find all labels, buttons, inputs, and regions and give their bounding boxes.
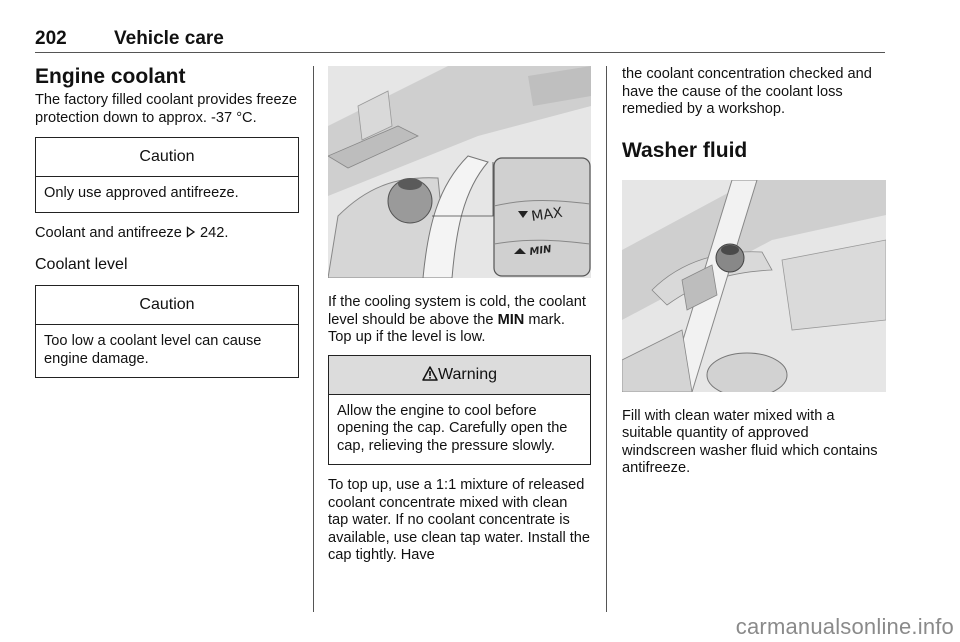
column-divider-1 [313,66,314,612]
reference-page[interactable]: 242. [199,224,229,241]
min-mark-text: MIN [497,311,525,328]
coolant-reservoir-illustration [328,66,591,278]
column-divider-2 [606,66,607,612]
section-title: Vehicle care [114,28,224,49]
caution-body: Only use approved antifreeze. [44,185,239,201]
warning-body: Allow the engine to cool before opening the cap. Carefully open the cap, relieving the pressure slowly. [337,402,568,454]
intro-paragraph: The factory filled coolant provides freeze protection down to approx. -37 °C. [35,92,298,126]
column-2 [328,60,591,565]
column-1 [35,60,299,378]
reference-line [35,225,299,243]
continued-paragraph: the coolant concentration checked and have the cause of the coolant loss remedied by a workshop. [622,66,872,117]
top-up-paragraph: To top up, use a 1:1 mixture of released coolant concentrate mixed with clean tap water. If no coolant concentrate is available, use clean tap water. Install the cap tightly. Have [328,477,591,563]
washer-reservoir-illustration [622,180,886,392]
warning-title: Warning [438,365,497,383]
watermark: carmanualsonline.info [735,614,954,639]
heading-engine-coolant: Engine coolant [35,65,186,88]
heading-coolant-level: Coolant level [35,256,128,273]
caution-box-coolant-level [35,285,299,378]
column-3 [622,60,886,478]
caution-title: Caution [36,286,298,325]
arrow-reference-icon [186,225,196,241]
reference-text: Coolant and antifreeze [35,224,186,241]
heading-washer-fluid: Washer fluid [622,138,748,162]
caution-body: Too low a coolant level can cause engine damage. [44,333,262,367]
cold-level-paragraph [328,294,591,347]
warning-triangle-icon [422,366,438,383]
header-divider [35,52,885,53]
page-header [35,28,885,52]
washer-fluid-paragraph: Fill with clean water mixed with a suitable quantity of approved windscreen washer fluid which contains antifreeze. [622,407,878,476]
warning-box [328,355,591,466]
text: If the cooling system is cold, the coolant level should be above the [328,294,586,328]
caution-title: Caution [36,138,298,177]
warning-header [329,356,590,395]
text: mark. Top up if the level is low. [328,311,565,345]
caution-box-antifreeze [35,137,299,213]
page-number: 202 [35,28,67,49]
max-mark-label: MAX [530,204,564,225]
min-mark-label: MIN [528,244,553,258]
